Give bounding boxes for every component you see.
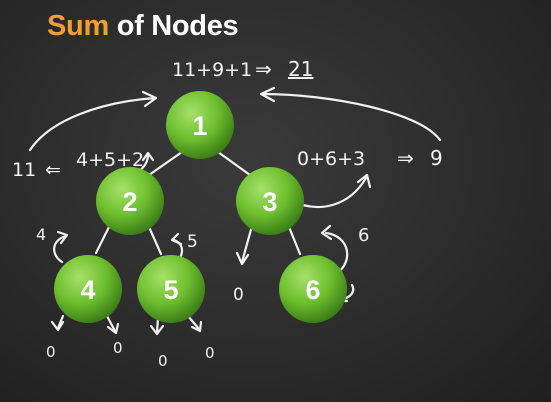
edge-2-4 bbox=[96, 227, 109, 253]
tree-node-6 bbox=[279, 255, 347, 323]
tree-node-4 bbox=[54, 255, 122, 323]
root-sum-result: 21 bbox=[288, 57, 314, 81]
arrow-right-to-root bbox=[262, 94, 440, 140]
n5-return-value: 5 bbox=[187, 232, 198, 252]
n5-right-null-value: 0 bbox=[205, 344, 215, 362]
n4-right-null-value: 0 bbox=[113, 339, 123, 357]
right-sum-expr: 0+6+3 bbox=[297, 148, 366, 170]
annotations bbox=[12, 57, 443, 370]
root-sum-expr: 11+9+1 bbox=[172, 59, 253, 81]
title-accent: Sum bbox=[47, 10, 109, 42]
left-sum-arrow: ⇐ bbox=[45, 159, 61, 181]
n3-left-null-value: 0 bbox=[233, 285, 244, 305]
root-sum-arrow: ⇒ bbox=[255, 57, 272, 81]
n4-left-null-value: 0 bbox=[46, 343, 56, 361]
left-sum-expr: 4+5+2 bbox=[76, 149, 145, 171]
edge-2-5 bbox=[149, 227, 161, 254]
n5-left-null-value: 0 bbox=[158, 352, 168, 370]
tree-node-5 bbox=[137, 255, 205, 323]
tree-node-3 bbox=[236, 167, 304, 235]
node-label-5: 5 bbox=[163, 275, 179, 305]
node-label-2: 2 bbox=[122, 187, 138, 217]
edge-3-6 bbox=[289, 227, 300, 254]
node-label-3: 3 bbox=[262, 187, 278, 217]
right-sum-result: 9 bbox=[430, 146, 443, 170]
title-rest: of Nodes bbox=[108, 10, 239, 42]
tree-node-2 bbox=[96, 167, 164, 235]
arrowhead-n4-left-null bbox=[52, 322, 63, 330]
left-sum-result: 11 bbox=[12, 159, 37, 181]
n4-return-value: 4 bbox=[36, 225, 47, 244]
node-label-6: 6 bbox=[305, 275, 321, 305]
arrow-left-to-root bbox=[30, 98, 155, 150]
node-label-1: 1 bbox=[192, 111, 208, 141]
edge-1-2 bbox=[149, 152, 182, 175]
n6-return-value: 6 bbox=[358, 225, 370, 246]
right-sum-arrow: ⇒ bbox=[397, 146, 414, 170]
edge-1-3 bbox=[218, 152, 250, 175]
arrowhead-n5-return bbox=[172, 234, 181, 244]
node-label-4: 4 bbox=[80, 275, 96, 305]
tree-node-1 bbox=[166, 91, 234, 159]
